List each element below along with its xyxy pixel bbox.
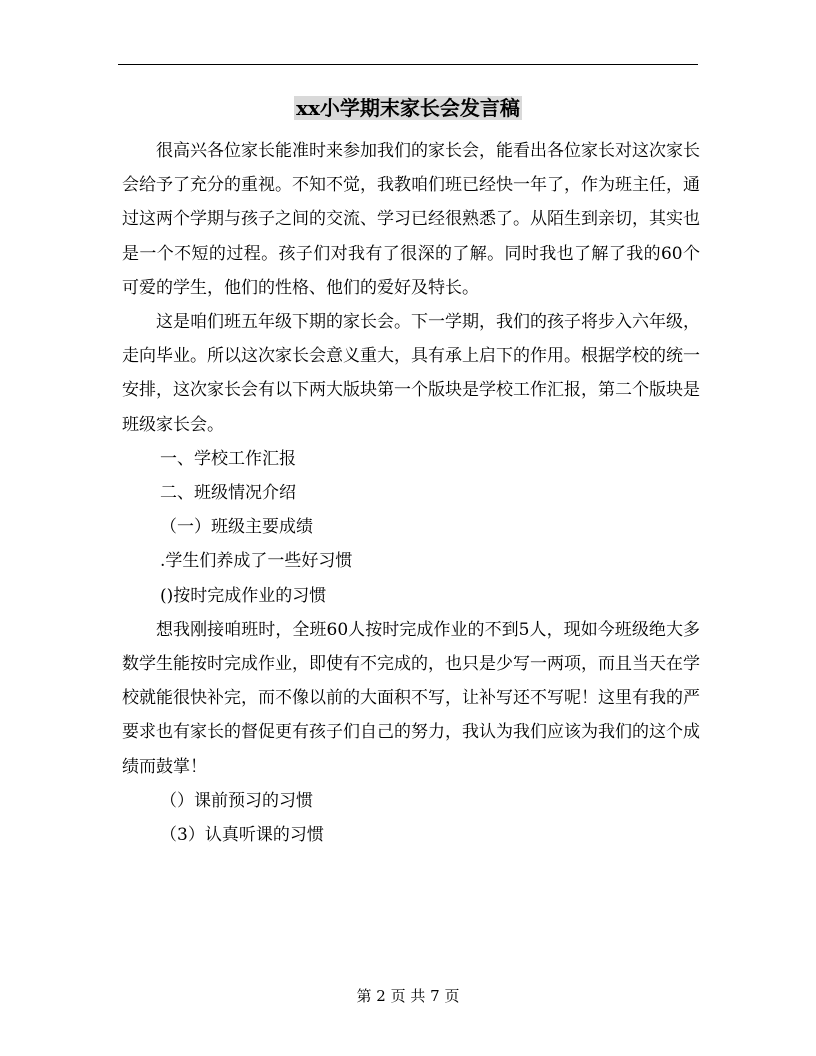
section-heading-school-report: 一、学校工作汇报	[160, 448, 296, 469]
list-item-good-habits: .学生们养成了一些好习惯	[160, 551, 353, 572]
page-number: 第 2 页 共 7 页	[356, 987, 460, 1005]
document-body	[122, 134, 700, 852]
section-heading-class-intro: 二、班级情况介绍	[160, 483, 296, 504]
list-item-preview-habit: （）课前预习的习惯	[160, 790, 313, 811]
header-rule	[118, 64, 698, 65]
paragraph-intro: 很高兴各位家长能准时来参加我们的家长会，能看出各位家长对这次家长会给予了充分的重视。不知不觉，我教咱们班已经快一年了，作为班主任，通过这两个学期与孩子之间的交流、学习已经很熟悉了。从陌生到亲切，其实也是一个不短的过程。孩子们对我有了很深的了解。同时我也了解了我的60个可爱的学生，他们的性格、他们的爱好及特长。	[122, 141, 700, 298]
paragraph-meeting-purpose: 这是咱们班五年级下期的家长会。下一学期，我们的孩子将步入六年级，走向毕业。所以这次家长会意义重大，具有承上启下的作用。根据学校的统一安排，这次家长会有以下两大版块第一个版块是学校工作汇报，第二个版块是班级家长会。	[122, 312, 700, 435]
list-item-listening-habit: （3）认真听课的习惯	[160, 825, 324, 846]
title-text: xx小学期末家长会发言稿	[296, 96, 520, 120]
subsection-heading-achievements: （一）班级主要成绩	[160, 517, 313, 538]
document-title	[0, 94, 816, 122]
paragraph-homework: 想我刚接咱班时，全班60人按时完成作业的不到5人，现如今班级绝大多数学生能按时完成作业，即使有不完成的，也只是少写一两项，而且当天在学校就能很快补完，而不像以前的大面积不写，让补写还不写呢！这里有我的严要求也有家长的督促更有孩子们自己的努力，我认为我们应该为我们的这个成绩而鼓掌！	[122, 619, 700, 777]
list-item-homework-habit: ()按时完成作业的习惯	[160, 585, 327, 606]
